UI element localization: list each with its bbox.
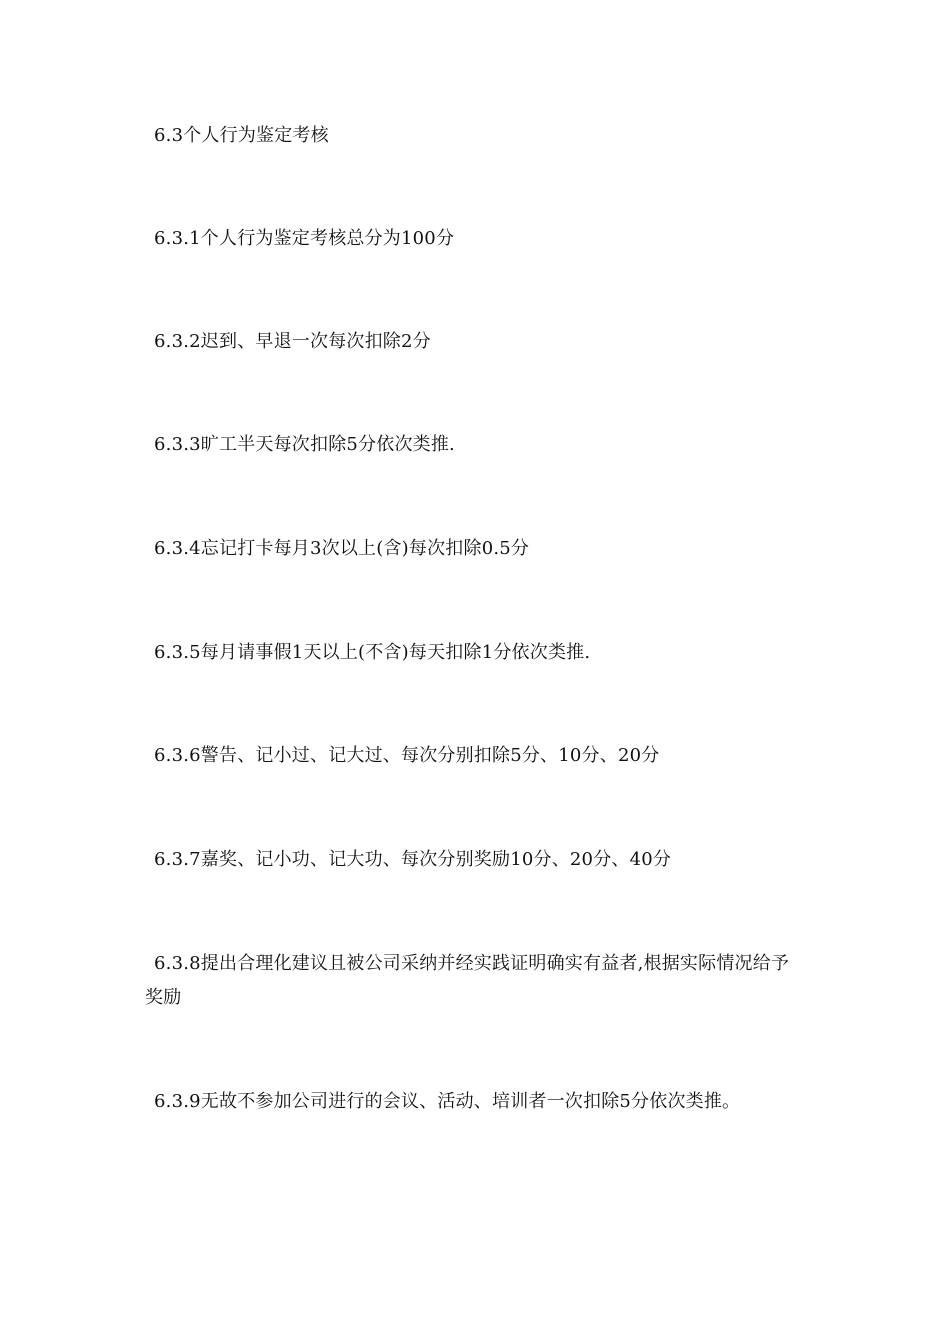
paragraph-6-3-4: 6.3.4忘记打卡每月3次以上(含)每次扣除0.5分 [154,538,530,559]
paragraph-6-3-3: 6.3.3旷工半天每次扣除5分依次类推. [154,434,455,455]
paragraph-6-3-7: 6.3.7嘉奖、记小功、记大功、每次分别奖励10分、20分、40分 [154,849,672,870]
paragraph-6-3-2: 6.3.2迟到、早退一次每次扣除2分 [154,331,431,352]
paragraph-6-3-9: 6.3.9无故不参加公司进行的会议、活动、培训者一次扣除5分依次类推。 [154,1091,741,1112]
paragraph-6-3-8: 6.3.8提出合理化建议且被公司采纳并经实践证明确实有益者,根据实际情况给予奖励 [145,953,790,1008]
paragraph-6-3-6: 6.3.6警告、记小过、记大过、每次分别扣除5分、10分、20分 [154,745,660,766]
paragraph-6-3-5: 6.3.5每月请事假1天以上(不含)每天扣除1分依次类推. [154,642,591,663]
section-heading: 6.3个人行为鉴定考核 [154,125,329,146]
paragraph-6-3-1: 6.3.1个人行为鉴定考核总分为100分 [154,228,455,249]
